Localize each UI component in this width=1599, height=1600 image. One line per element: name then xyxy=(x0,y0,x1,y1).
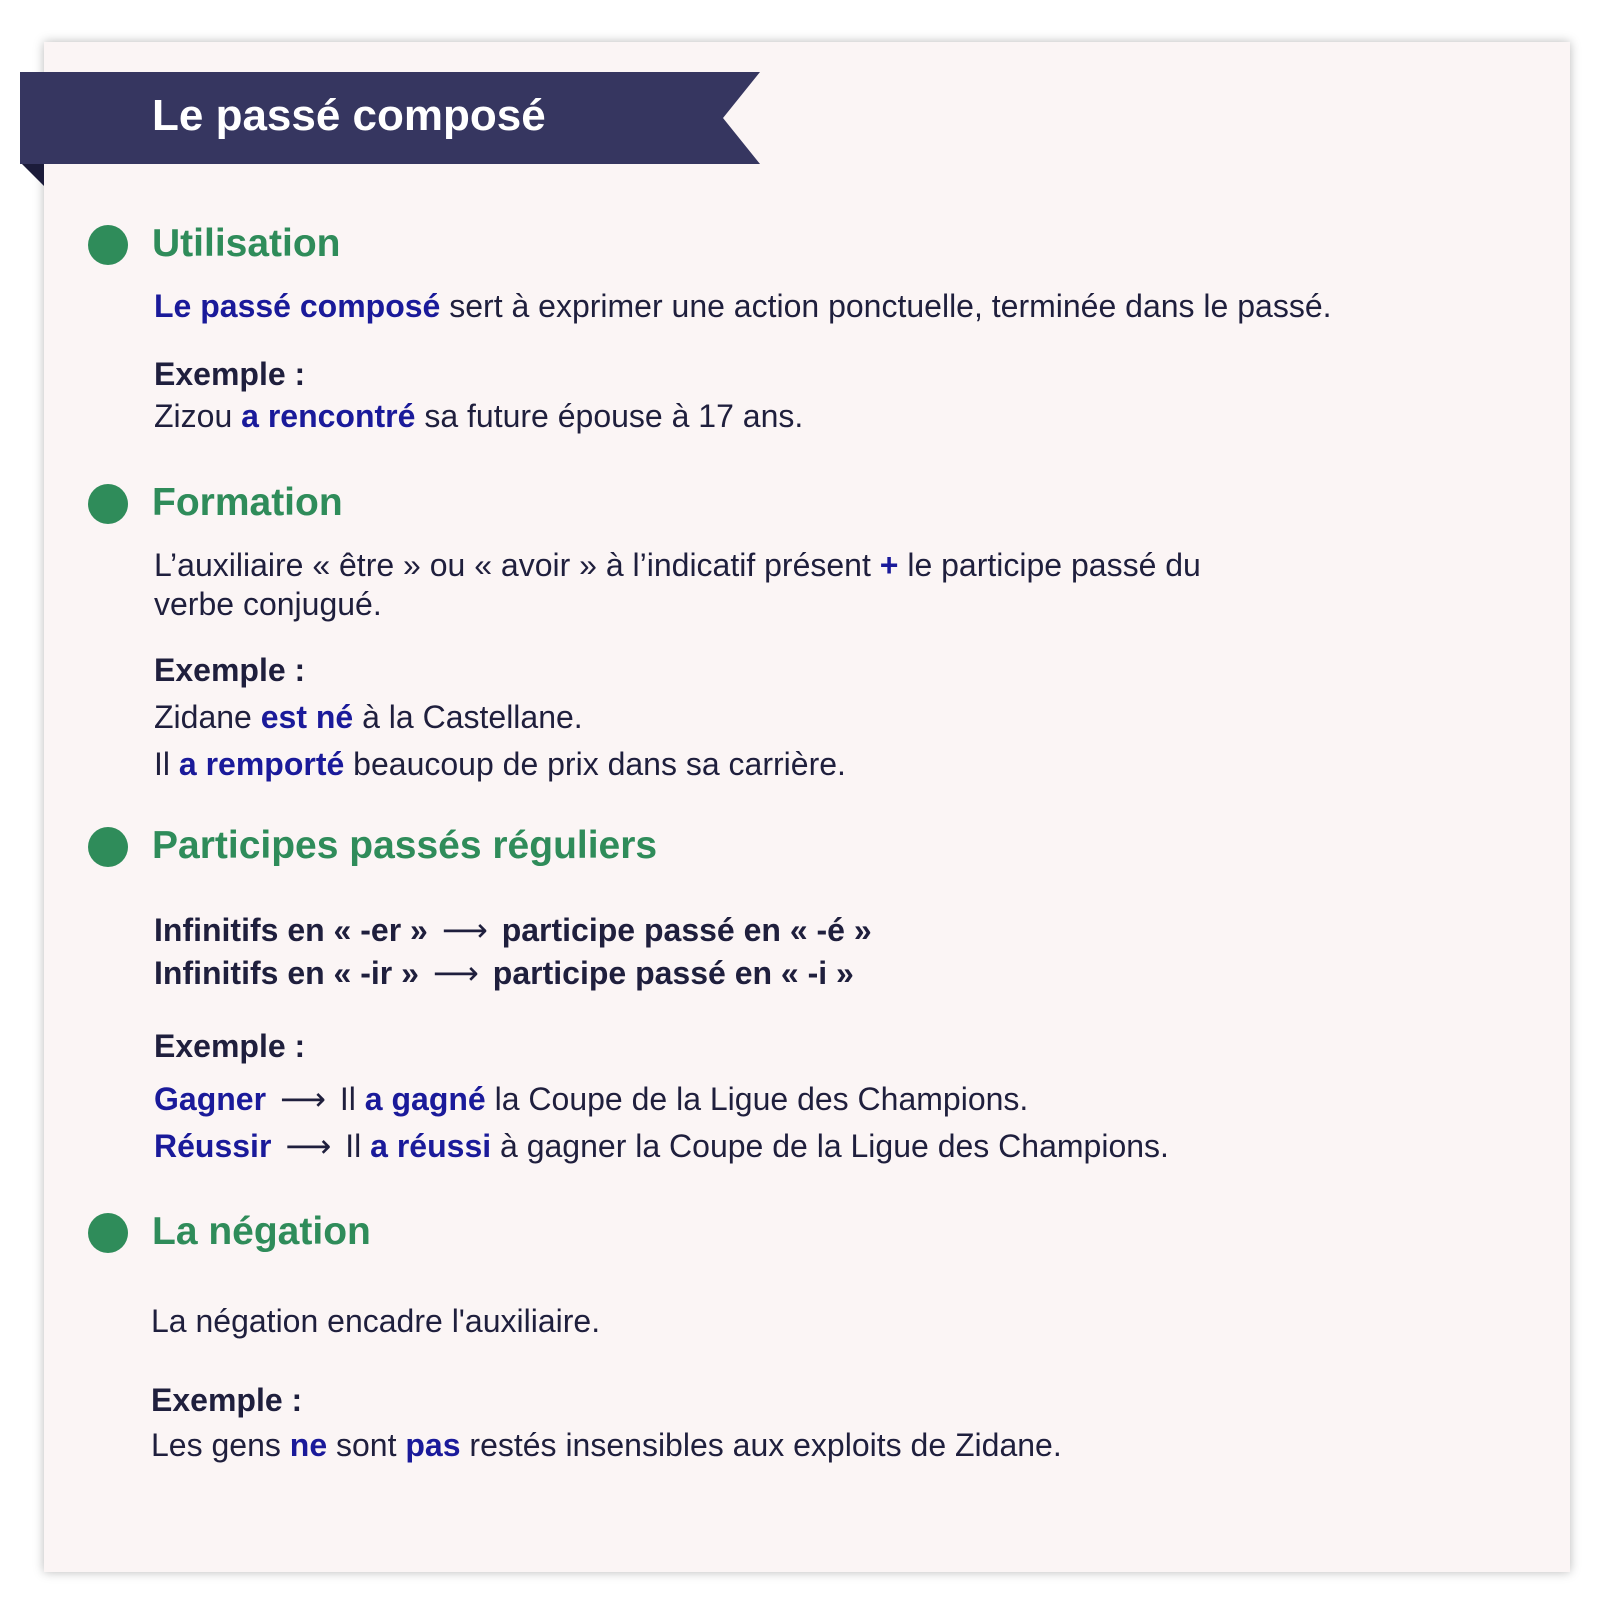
infinitive-highlight: Réussir xyxy=(154,1128,272,1164)
arrow-icon: ⟶ xyxy=(285,1128,332,1164)
arrow-icon: ⟶ xyxy=(441,912,488,948)
lesson-card xyxy=(44,42,1570,1572)
verb-highlight: est né xyxy=(260,699,354,735)
example-text: restés insensibles aux exploits de Zidane. xyxy=(460,1427,1062,1463)
section-bullet-icon xyxy=(88,1213,128,1253)
example-text: Il xyxy=(339,1081,365,1117)
negation-highlight: pas xyxy=(405,1427,461,1463)
page-title: Le passé composé xyxy=(152,91,546,140)
formation-example-1 xyxy=(154,697,583,737)
rule-ir xyxy=(154,953,854,993)
utilisation-definition xyxy=(154,286,1332,326)
example-text: la Coupe de la Ligue des Champions. xyxy=(485,1081,1029,1117)
example-text: à la Castellane. xyxy=(353,699,583,735)
example-text: Les gens xyxy=(151,1427,290,1463)
formation-text-part: L’auxiliaire « être » ou « avoir » à l’indicatif présent xyxy=(154,547,880,583)
heading-negation: La négation xyxy=(152,1210,371,1253)
plus-sign: + xyxy=(879,547,899,583)
negation-example xyxy=(151,1425,1062,1465)
heading-participes: Participes passés réguliers xyxy=(152,824,658,867)
arrow-icon: ⟶ xyxy=(432,955,479,991)
utilisation-example xyxy=(154,396,803,436)
formation-example-2 xyxy=(154,744,846,784)
example-label: Exemple : xyxy=(154,1028,306,1064)
participes-example-1 xyxy=(154,1079,1028,1119)
arrow-icon: ⟶ xyxy=(280,1081,326,1117)
definition-text: sert à exprimer une action ponctuelle, terminée dans le passé. xyxy=(440,288,1332,324)
negation-text: La négation encadre l'auxiliaire. xyxy=(151,1303,601,1339)
section-bullet-icon xyxy=(88,484,128,524)
example-label: Exemple : xyxy=(154,356,306,392)
example-text: à gagner la Coupe de la Ligue des Champions. xyxy=(491,1128,1169,1164)
formation-text xyxy=(154,545,1201,585)
rule-right: participe passé en « -é » xyxy=(501,912,872,948)
rule-left: Infinitifs en « -er » xyxy=(154,912,428,948)
example-label: Exemple : xyxy=(151,1382,303,1418)
example-text: Zizou xyxy=(154,398,242,434)
heading-formation: Formation xyxy=(152,481,343,524)
example-text: sont xyxy=(327,1427,406,1463)
section-bullet-icon xyxy=(88,225,128,265)
example-label: Exemple : xyxy=(154,652,306,688)
rule-right: participe passé en « -i » xyxy=(492,955,854,991)
verb-highlight: a remporté xyxy=(178,746,345,782)
rule-er xyxy=(154,910,872,950)
formation-text-line2: verbe conjugué. xyxy=(154,586,382,622)
ribbon-fold xyxy=(20,162,44,186)
example-text: Il xyxy=(154,746,179,782)
formation-text-part: le participe passé du xyxy=(898,547,1201,583)
example-text: sa future épouse à 17 ans. xyxy=(415,398,804,434)
term-highlight: Le passé composé xyxy=(154,288,441,324)
infinitive-highlight: Gagner xyxy=(154,1081,267,1117)
verb-highlight: a gagné xyxy=(364,1081,486,1117)
rule-left: Infinitifs en « -ir » xyxy=(154,955,419,991)
negation-highlight: ne xyxy=(289,1427,328,1463)
example-text: Il xyxy=(345,1128,371,1164)
verb-highlight: a rencontré xyxy=(241,398,416,434)
section-bullet-icon xyxy=(88,827,128,867)
verb-highlight: a réussi xyxy=(370,1128,492,1164)
heading-utilisation: Utilisation xyxy=(152,222,341,265)
example-text: Zidane xyxy=(154,699,261,735)
example-text: beaucoup de prix dans sa carrière. xyxy=(344,746,846,782)
participes-example-2 xyxy=(154,1126,1169,1166)
